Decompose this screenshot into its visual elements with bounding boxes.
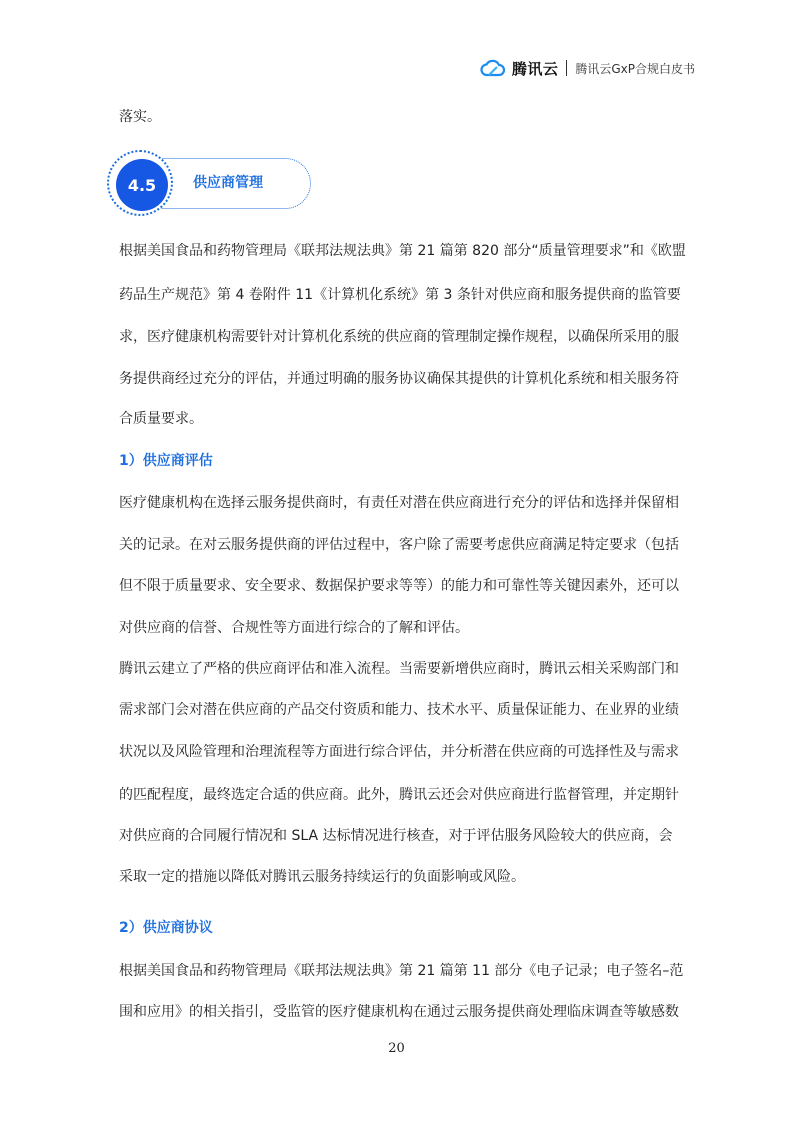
sub1-para-a-line: 关的记录。在对云服务提供商的评估过程中，客户除了需要考虑供应商满足特定要求（包括 [119,537,679,553]
para1-line: 求，医疗健康机构需要针对计算机化系统的供应商的管理制定操作规程，以确保所采用的服 [119,329,679,345]
para1-line: 药品生产规范》第 4 卷附件 11《计算机化系统》第 3 条针对供应商和服务提供商的监管要 [119,287,681,303]
sub1-para-a-line: 但不限于质量要求、安全要求、数据保护要求等等）的能力和可靠性等关键因素外，还可以 [119,578,679,594]
document-subtitle: 腾讯云GxP合规白皮书 [575,61,695,76]
section-badge [107,150,312,216]
subheading-supplier-evaluation: 1）供应商评估 [119,453,213,469]
page-header [480,54,695,82]
para1-line: 合质量要求。 [119,411,203,427]
sub1-para-b-line: 的匹配程度，最终选定合适的供应商。此外，腾讯云还会对供应商进行监督管理，并定期针 [119,787,679,803]
intro-tail: 落实。 [119,109,161,125]
page-number: 20 [388,1041,405,1056]
sub2-para-line: 围和应用》的相关指引，受监管的医疗健康机构在通过云服务提供商处理临床调查等敏感数 [119,1004,679,1020]
sub1-para-a-line: 医疗健康机构在选择云服务提供商时，有责任对潜在供应商进行充分的评估和选择并保留相 [119,495,679,511]
section-badge-ring [107,150,173,216]
sub1-para-b-line: 需求部门会对潜在供应商的产品交付资质和能力、技术水平、质量保证能力、在业界的业绩 [119,702,679,718]
subheading-supplier-agreement: 2）供应商协议 [119,920,213,936]
sub2-para-line: 根据美国食品和药物管理局《联邦法规法典》第 21 篇第 11 部分《电子记录；电子签名–范 [119,963,684,979]
header-divider [566,60,567,76]
sub1-para-b-line: 采取一定的措施以降低对腾讯云服务持续运行的负面影响或风险。 [119,869,525,885]
para1-line: 务提供商经过充分的评估，并通过明确的服务协议确保其提供的计算机化系统和相关服务符 [119,371,679,387]
section-number: 4.5 [116,159,168,211]
sub1-para-b-line: 状况以及风险管理和治理流程等方面进行综合评估，并分析潜在供应商的可选择性及与需求 [119,744,679,760]
sub1-para-b-line: 腾讯云建立了严格的供应商评估和准入流程。当需要新增供应商时，腾讯云相关采购部门和 [119,661,679,677]
para1-line: 根据美国食品和药物管理局《联邦法规法典》第 21 篇第 820 部分“质量管理要求”和《欧盟 [119,243,686,259]
section-title: 供应商管理 [193,175,263,191]
sub1-para-a-line: 对供应商的信誉、合规性等方面进行综合的了解和评估。 [119,620,469,636]
brand-name: 腾讯云 [511,59,559,78]
sub1-para-b-line: 对供应商的合同履行情况和 SLA 达标情况进行核查，对于评估服务风险较大的供应商，会 [119,828,673,844]
cloud-logo-icon [480,59,506,77]
